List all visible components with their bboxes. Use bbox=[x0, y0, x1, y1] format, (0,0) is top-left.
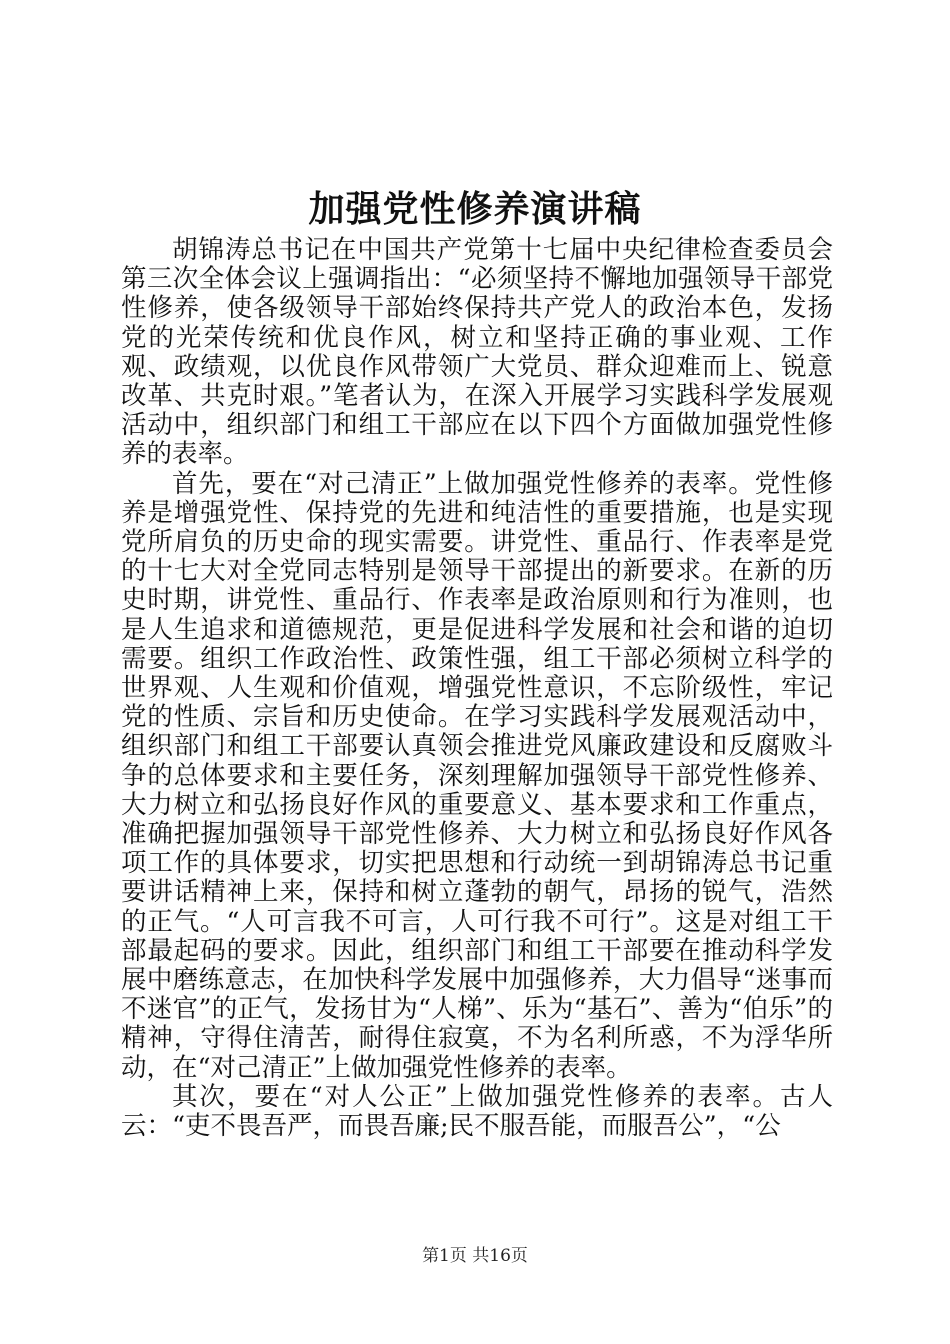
document-title: 加强党性修养演讲稿 bbox=[308, 188, 642, 230]
paragraph-first-point: 首先，要在“对己清正”上做加强党性修养的表率。党性修养是增强党性、保持党的先进和纯洁性的重要措施，也是实现党所肩负的历史命的现实需要。讲党性、重品行、作表率是党的十七大对全党同志特别是领导干部提出的新要求。在新的历史时期，讲党性、重品行、作表率是政治原则和行为准则，也是人生追求和道德规范，更是促进科学发展和社会和谐的迫切需要。组织工作政治性、政策性强，组工干部必须树立科学的世界观、人生观和价值观，增强党性意识，不忘阶级性，牢记党的性质、宗旨和历史使命。在学习实践科学发展观活动中，组织部门和组工干部要认真领会推进党风廉政建设和反腐败斗争的总体要求和主要任务，深刻理解加强领导干部党性修养、大力树立和弘扬良好作风的重要意义、基本要求和工作重点，准确把握加强领导干部党性修养、大力树立和弘扬良好作风各项工作的具体要求，切实把思想和行动统一到胡锦涛总书记重要讲话精神上来，保持和树立蓬勃的朝气，昂扬的锐气，浩然的正气。“人可言我不可言，人可行我不可行”。这是对组工干部最起码的要求。因此，组织部门和组工干部要在推动科学发展中磨练意志，在加快科学发展中加强修养，大力倡导“迷事而不迷官”的正气，发扬甘为“人梯”、乐为“基石”、善为“伯乐”的精神，守得住清苦，耐得住寂寞，不为名利所惑，不为浮华所动，在“对己清正”上做加强党性修养的表率。 bbox=[121, 468, 833, 1083]
paragraph-intro: 胡锦涛总书记在中国共产党第十七届中央纪律检查委员会第三次全体会议上强调指出：“必须坚持不懈地加强领导干部党性修养，使各级领导干部始终保持共产党人的政治本色，发扬党的光荣传统和优良作风，树立和坚持正确的事业观、工作观、政绩观，以优良作风带领广大党员、群众迎难而上、锐意改革、共克时艰。”笔者认为，在深入开展学习实践科学发展观活动中，组织部门和组工干部应在以下四个方面做加强党性修养的表率。 bbox=[121, 235, 833, 470]
page-number-footer: 第1页 共16页 bbox=[422, 1246, 528, 1266]
document-body bbox=[121, 236, 833, 1141]
paragraph-second-point: 其次，要在“对人公正”上做加强党性修养的表率。古人云：“吏不畏吾严，而畏吾廉;民不服吾能，而服吾公”，“公 bbox=[121, 1081, 833, 1142]
